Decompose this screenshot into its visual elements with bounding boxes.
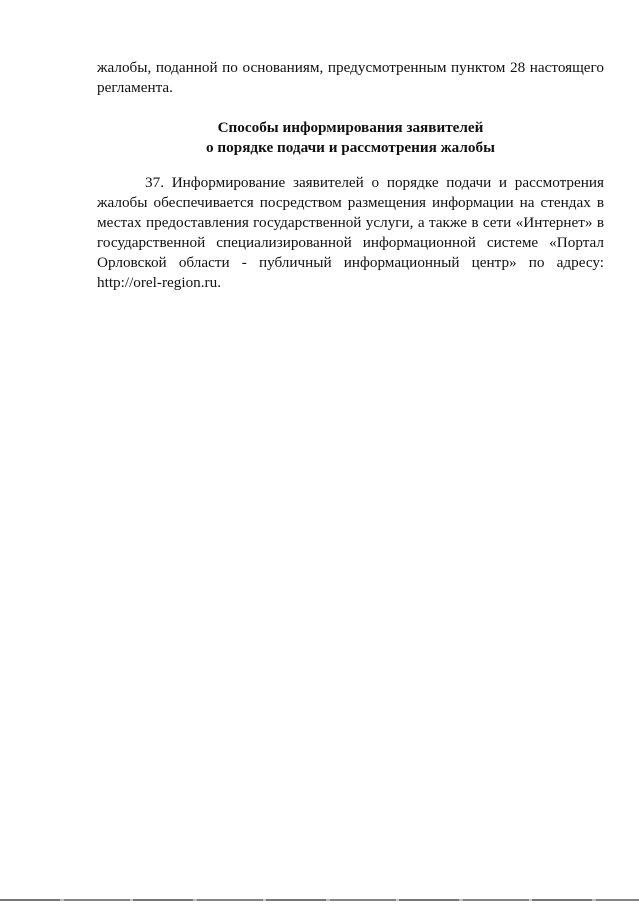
section-heading-line-1: Способы информирования заявителей (217, 119, 484, 136)
paragraph-37: 37. Информирование заявителей о порядке подачи и рассмотрения жалобы обеспечивается посредством размещения информации на стендах в местах предоставления государственной услуги, а также в сети «Интернет» в государственной специализированной информационной системе «Портал Орловской области - публичный информационный центр» по адресу: http://orel-region.ru. (97, 174, 604, 291)
section-heading (97, 118, 604, 158)
scan-bottom-edge (0, 899, 639, 901)
document-page (97, 58, 604, 293)
section-heading-line-2: о порядке подачи и рассмотрения жалобы (206, 139, 495, 156)
continuation-paragraph: жалобы, поданной по основаниям, предусмотренным пунктом 28 настоящего регламента. (97, 59, 604, 96)
